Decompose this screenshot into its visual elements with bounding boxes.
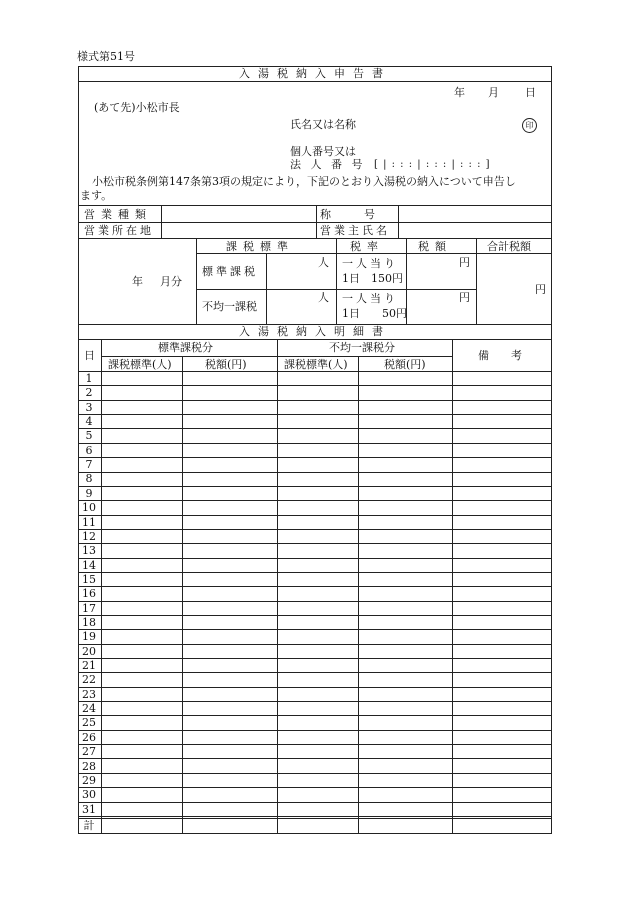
row-divider (78, 443, 552, 444)
day-column-label: 日 (84, 349, 95, 362)
month-label: 月 (488, 86, 499, 99)
row-divider (78, 515, 552, 516)
day-number: 8 (85, 472, 93, 486)
row-standard-unit: 人 (318, 256, 329, 269)
form-number: 様式第51号 (77, 50, 135, 63)
number-label-2: 法 人 番 号 (290, 158, 366, 171)
day-number: 20 (82, 644, 96, 658)
row-divider (78, 428, 552, 429)
row-divider (78, 457, 552, 458)
divider (78, 238, 552, 239)
row-divider (78, 586, 552, 587)
divider (78, 339, 552, 340)
col-standard-amount: 税額(円) (205, 358, 247, 371)
column-divider (358, 356, 359, 834)
row-divider (78, 687, 552, 688)
column-divider (277, 339, 278, 834)
day-number: 23 (82, 687, 96, 701)
nonuniform-group-label: 不均一課税分 (329, 341, 395, 354)
day-number: 3 (85, 400, 93, 414)
row-divider (78, 414, 552, 415)
statement-line-1: 小松市税条例第147条第3項の規定により，下記のとおり入湯税の納入について申告し (92, 175, 516, 188)
day-number: 13 (82, 544, 96, 558)
row-divider (78, 802, 552, 803)
business-name-label: 称 号 (320, 208, 375, 221)
row-divider (78, 773, 552, 774)
row-nonuniform-label: 不均一課税 (202, 300, 257, 313)
addressee: (あて先)小松市長 (94, 101, 180, 114)
day-number: 15 (82, 572, 96, 586)
divider (78, 222, 552, 223)
day-number: 28 (82, 759, 96, 773)
remarks-label: 備 考 (478, 349, 522, 362)
col-nonuniform-amount: 税額(円) (384, 358, 426, 371)
day-number: 4 (85, 415, 93, 429)
day-number: 11 (82, 515, 96, 529)
divider (398, 205, 399, 238)
day-number: 29 (82, 773, 96, 787)
day-number: 19 (82, 630, 96, 644)
total-yen: 円 (535, 283, 546, 296)
day-number: 7 (85, 458, 93, 472)
year-label: 年 (454, 86, 465, 99)
row-divider (78, 529, 552, 530)
day-number: 24 (82, 702, 96, 715)
name-label: 氏名又は名称 (290, 118, 356, 131)
row-divider (78, 601, 552, 602)
row-divider (78, 715, 552, 716)
day-number: 9 (85, 486, 93, 500)
day-number: 17 (82, 601, 96, 615)
day-number: 27 (82, 745, 96, 759)
row-divider (78, 644, 552, 645)
row-divider (78, 572, 552, 573)
business-type-label: 営業種類 (84, 208, 152, 221)
statement-line-2: ます。 (80, 189, 113, 202)
day-number: 16 (82, 587, 96, 601)
period-year: 年 (132, 275, 143, 288)
day-number: 22 (82, 673, 96, 687)
period-month: 月分 (160, 275, 182, 288)
column-divider (182, 356, 183, 834)
divider (196, 253, 552, 254)
row-standard-rate-2: 1日 150円 (342, 272, 403, 285)
row-divider (78, 472, 552, 473)
owner-name-label: 営業主氏名 (320, 224, 390, 237)
day-number: 1 (85, 372, 93, 385)
row-divider (78, 558, 552, 559)
row-divider (78, 787, 552, 788)
total-divider (78, 818, 552, 819)
divider (196, 238, 197, 324)
divider (266, 253, 267, 324)
divider (161, 205, 162, 238)
row-nonuniform-yen: 円 (459, 291, 470, 304)
day-label: 日 (525, 86, 536, 99)
row-nonuniform-rate-2: 1日 50円 (342, 307, 407, 320)
number-boxes[interactable]: [ | : : : | : : : | : : : ] (374, 159, 491, 170)
day-number: 14 (82, 558, 96, 572)
row-divider (78, 658, 552, 659)
row-divider (78, 672, 552, 673)
divider (78, 205, 552, 206)
row-nonuniform-unit: 人 (318, 291, 329, 304)
day-number: 10 (82, 501, 96, 515)
divider (78, 81, 552, 82)
day-number: 18 (82, 616, 96, 629)
col-nonuniform-base: 課税標準(人) (284, 358, 348, 371)
col-standard-base: 課税標準(人) (108, 358, 172, 371)
row-divider (78, 400, 552, 401)
day-number: 5 (85, 429, 93, 443)
row-divider (78, 385, 552, 386)
divider (316, 205, 317, 238)
row-standard-rate-1: 一人当り (342, 257, 398, 270)
row-nonuniform-rate-1: 一人当り (342, 292, 398, 305)
row-divider (78, 701, 552, 702)
detail-title: 入湯税納入明細書 (239, 325, 391, 338)
standard-group-label: 標準課税分 (158, 341, 213, 354)
row-divider (78, 629, 552, 630)
row-standard-yen: 円 (459, 256, 470, 269)
row-divider (78, 744, 552, 745)
row-divider (78, 615, 552, 616)
row-divider (78, 816, 552, 817)
row-divider (78, 758, 552, 759)
day-number: 30 (82, 788, 96, 802)
business-location-label: 営業所在地 (84, 224, 154, 237)
divider (336, 238, 337, 324)
column-divider (452, 339, 453, 834)
divider (476, 238, 477, 324)
day-number: 21 (82, 659, 96, 672)
seal-mark: 印 (522, 118, 537, 133)
total-label: 計 (83, 818, 95, 832)
day-number: 25 (82, 716, 96, 730)
header-total: 合計税額 (487, 240, 531, 253)
divider (78, 371, 552, 372)
row-standard-label: 標準課税 (202, 265, 258, 278)
day-number: 26 (82, 730, 96, 744)
form-title: 入湯税納入申告書 (239, 67, 391, 80)
row-divider (78, 543, 552, 544)
day-number: 6 (85, 443, 93, 457)
day-number: 2 (85, 386, 93, 400)
number-label-1: 個人番号又は (290, 145, 356, 158)
header-tax-amount: 税額 (418, 240, 452, 253)
row-divider (78, 730, 552, 731)
day-number: 31 (82, 802, 96, 816)
row-divider (78, 500, 552, 501)
day-number: 12 (82, 529, 96, 543)
row-divider (78, 486, 552, 487)
header-tax-base: 課税標準 (226, 240, 294, 253)
column-divider (101, 339, 102, 834)
header-tax-rate: 税率 (350, 240, 384, 253)
